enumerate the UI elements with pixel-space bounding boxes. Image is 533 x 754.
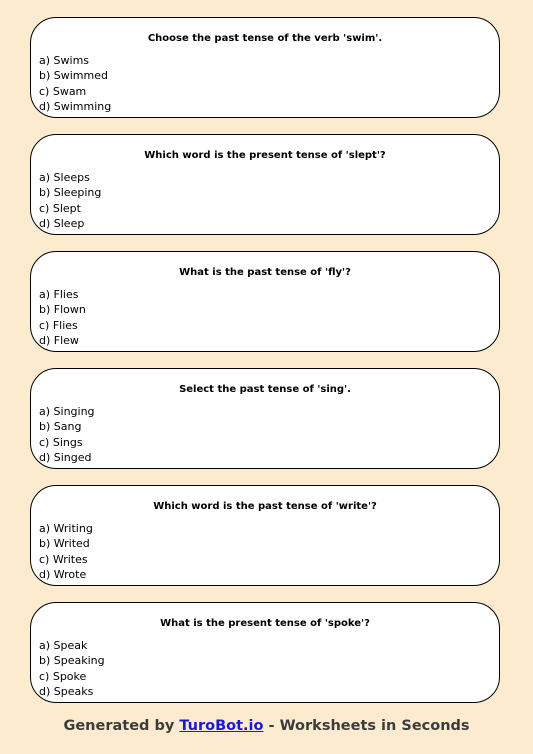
answer-options xyxy=(39,287,86,348)
answer-option-c: c) Spoke xyxy=(39,669,87,683)
answer-option-b: b) Sleeping xyxy=(39,186,102,200)
question-prompt: Choose the past tense of the verb 'swim'. xyxy=(147,33,383,44)
answer-options xyxy=(39,638,105,699)
question-card-3 xyxy=(30,251,500,352)
footer-credit xyxy=(0,718,533,734)
question-prompt: Which word is the present tense of 'slept'? xyxy=(144,150,386,161)
footer-prefix: Generated by xyxy=(63,718,180,734)
turobot-link[interactable]: TuroBot.io xyxy=(179,718,264,734)
question-prompt: Which word is the past tense of 'write'? xyxy=(153,501,377,512)
question-prompt: What is the past tense of 'fly'? xyxy=(179,267,351,278)
answer-option-d: d) Wrote xyxy=(39,567,87,581)
answer-option-b: b) Speaking xyxy=(39,654,105,668)
answer-option-d: d) Speaks xyxy=(39,684,94,698)
answer-option-c: c) Swam xyxy=(39,84,87,98)
answer-option-a: a) Writing xyxy=(39,522,93,535)
answer-option-b: b) Writed xyxy=(39,537,90,551)
answer-option-d: d) Flew xyxy=(39,333,79,347)
answer-options xyxy=(39,170,101,231)
answer-option-a: a) Singing xyxy=(39,405,95,418)
answer-options xyxy=(39,404,95,465)
question-card-4 xyxy=(30,368,500,469)
answer-option-d: d) Sleep xyxy=(39,216,85,230)
answer-option-d: d) Swimming xyxy=(39,99,112,113)
answer-option-c: c) Slept xyxy=(39,201,81,215)
answer-option-a: a) Swims xyxy=(39,54,90,67)
answer-option-b: b) Flown xyxy=(39,303,86,317)
question-prompt: What is the present tense of 'spoke'? xyxy=(160,618,370,629)
question-card-5 xyxy=(30,485,500,586)
answer-option-a: a) Sleeps xyxy=(39,171,90,184)
question-card-1 xyxy=(30,17,500,118)
answer-option-b: b) Sang xyxy=(39,420,82,434)
footer-suffix: - Worksheets in Seconds xyxy=(263,718,470,734)
answer-option-b: b) Swimmed xyxy=(39,69,108,83)
answer-options xyxy=(39,521,93,582)
answer-option-c: c) Sings xyxy=(39,435,83,449)
answer-option-d: d) Singed xyxy=(39,450,92,464)
question-prompt: Select the past tense of 'sing'. xyxy=(179,384,351,395)
question-card-6 xyxy=(30,602,500,703)
answer-option-a: a) Speak xyxy=(39,639,88,652)
answer-option-c: c) Flies xyxy=(39,318,78,332)
question-card-2 xyxy=(30,134,500,235)
answer-option-a: a) Flies xyxy=(39,288,79,301)
answer-options xyxy=(39,53,111,114)
answer-option-c: c) Writes xyxy=(39,552,88,566)
